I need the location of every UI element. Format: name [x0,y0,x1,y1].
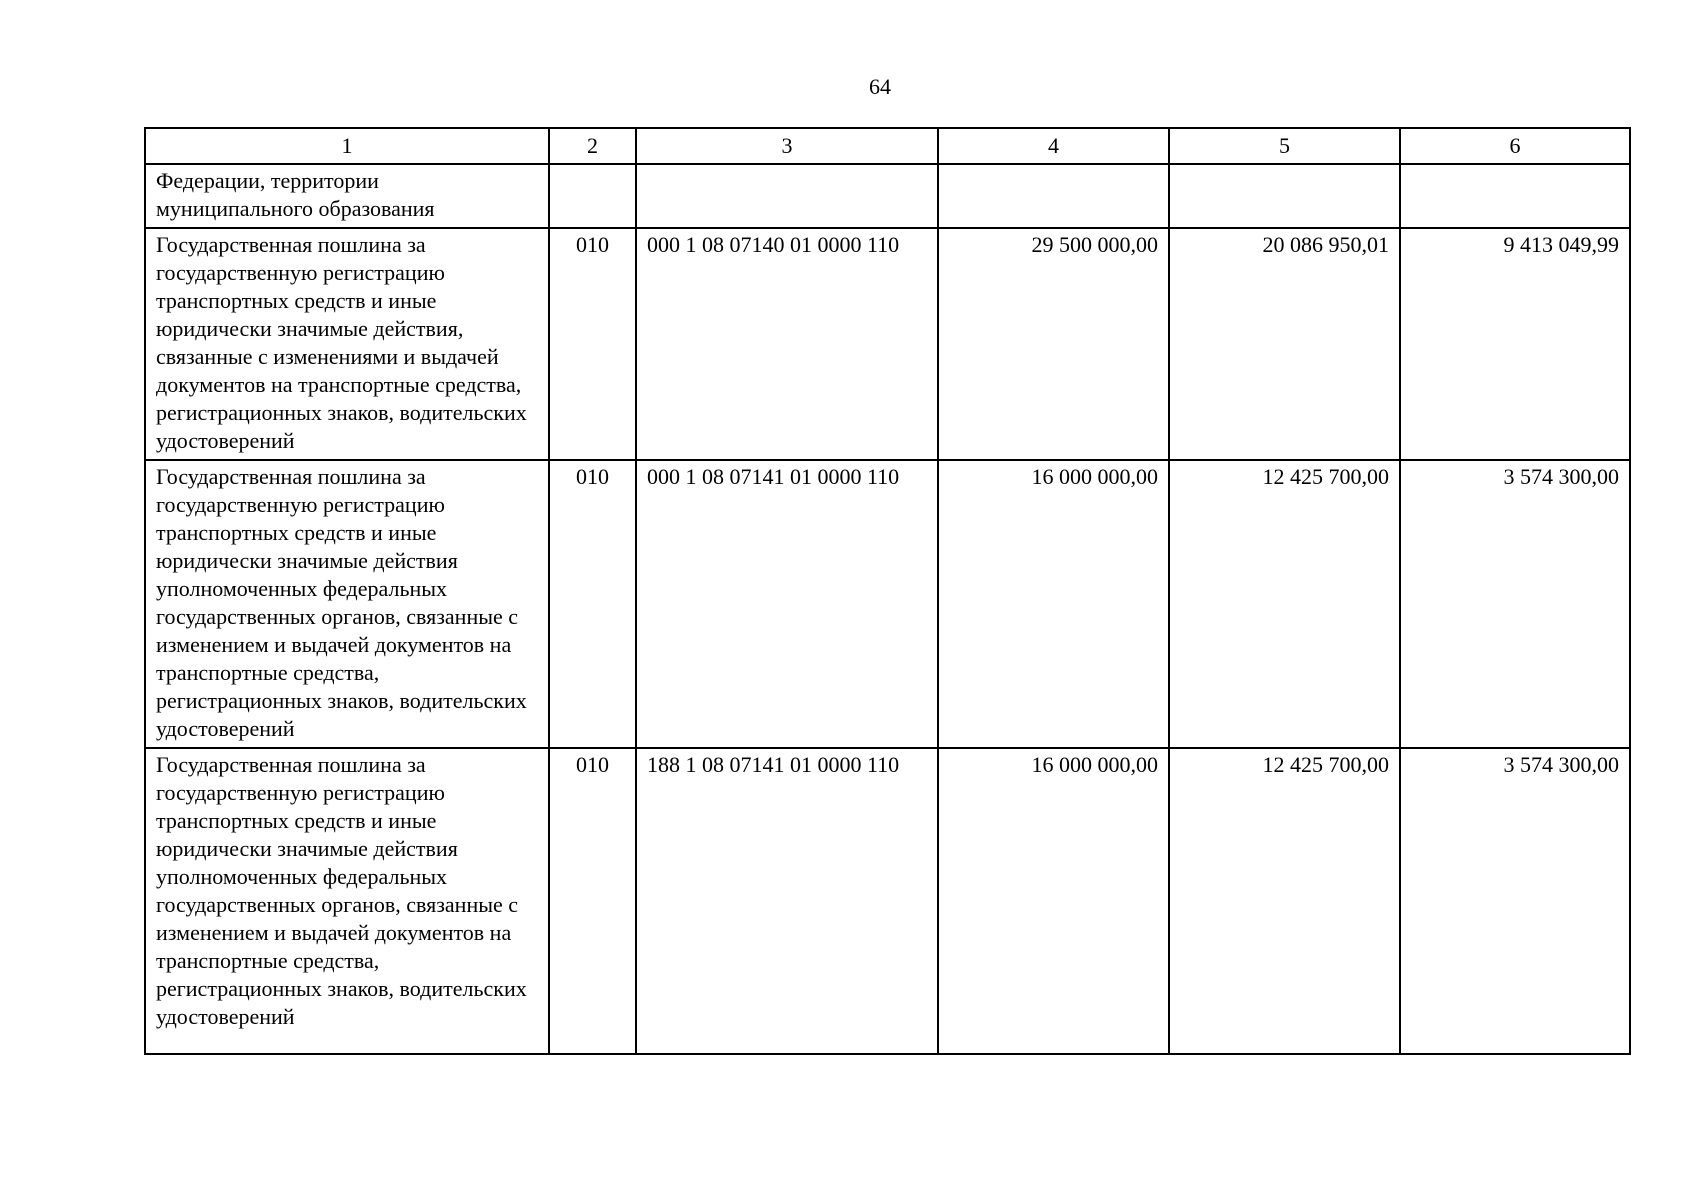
column-header: 1 [145,128,549,164]
table-header-row [145,128,1630,164]
budget-table [144,127,1631,1055]
approved-amount-cell [938,164,1169,228]
budget-code-cell: 000 1 08 07140 01 0000 110 [636,228,938,460]
budget-code-cell: 188 1 08 07141 01 0000 110 [636,748,938,1054]
approved-amount-cell: 29 500 000,00 [938,228,1169,460]
executed-amount-cell [1169,164,1400,228]
column-header: 6 [1400,128,1630,164]
remaining-amount-cell: 3 574 300,00 [1400,748,1630,1054]
line-code-cell: 010 [549,228,636,460]
budget-code-cell: 000 1 08 07141 01 0000 110 [636,460,938,748]
page-number: 64 [869,74,891,99]
line-code-cell [549,164,636,228]
remaining-amount-cell [1400,164,1630,228]
approved-amount-cell: 16 000 000,00 [938,460,1169,748]
table-row [145,164,1630,228]
line-code-cell: 010 [549,748,636,1054]
remaining-amount-cell: 3 574 300,00 [1400,460,1630,748]
table-row [145,228,1630,460]
executed-amount-cell: 12 425 700,00 [1169,460,1400,748]
column-header: 3 [636,128,938,164]
table-row [145,460,1630,748]
column-header: 2 [549,128,636,164]
column-header: 5 [1169,128,1400,164]
income-name-cell: Федерации, территории муниципального образования [145,164,549,228]
executed-amount-cell: 12 425 700,00 [1169,748,1400,1054]
line-code-cell: 010 [549,460,636,748]
income-name-cell: Государственная пошлина за государственную регистрацию транспортных средств и иные юридически значимые действия уполномоченных федеральных государственных органов, связанные с изменением и выдачей документов на транспортные средства, регистрационных знаков, водительских удостоверений [145,460,549,748]
income-name-cell: Государственная пошлина за государственную регистрацию транспортных средств и иные юридически значимые действия, связанные с изменениями и выдачей документов на транспортные средства, регистрационных знаков, водительских удостоверений [145,228,549,460]
budget-code-cell [636,164,938,228]
remaining-amount-cell: 9 413 049,99 [1400,228,1630,460]
executed-amount-cell: 20 086 950,01 [1169,228,1400,460]
table-row [145,748,1630,1054]
column-header: 4 [938,128,1169,164]
income-name-cell: Государственная пошлина за государственную регистрацию транспортных средств и иные юридически значимые действия уполномоченных федеральных государственных органов, связанные с изменением и выдачей документов на транспортные средства, регистрационных знаков, водительских удостоверений [145,748,549,1054]
approved-amount-cell: 16 000 000,00 [938,748,1169,1054]
